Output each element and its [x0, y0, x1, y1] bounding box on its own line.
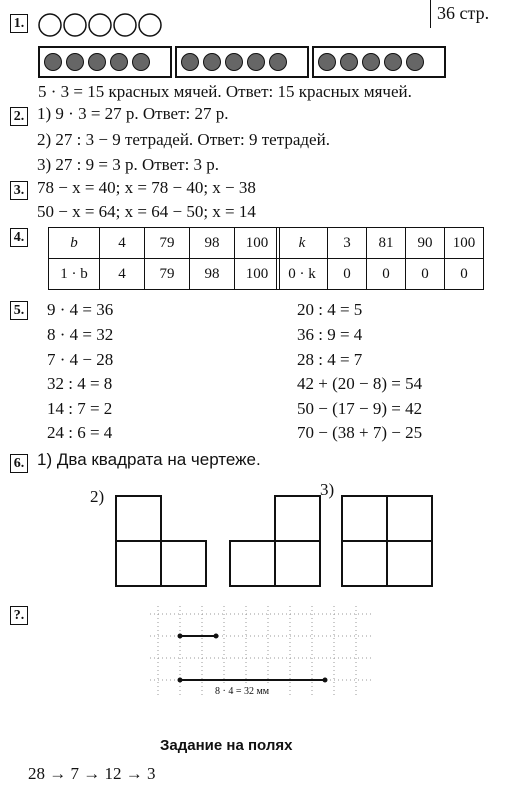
red-ball-icon	[88, 53, 106, 71]
segment-label: 8 · 4 = 32 мм	[215, 686, 270, 697]
red-ball-icon	[110, 53, 128, 71]
table-cell: 98	[190, 228, 235, 259]
empty-balls	[37, 12, 167, 43]
red-ball-group-1	[38, 46, 172, 78]
table-cell: 0	[406, 259, 445, 290]
task-5-right-2: 36 : 9 = 4	[297, 325, 363, 344]
task-5-right-1: 20 : 4 = 5	[297, 300, 363, 319]
table-cell: 81	[367, 228, 406, 259]
task-1-number: 1.	[10, 14, 28, 33]
task-5-left-5: 14 : 7 = 2	[47, 399, 113, 418]
table-row	[277, 228, 484, 259]
table-cell: 100	[235, 228, 280, 259]
task-3-number: 3.	[10, 181, 28, 200]
table-cell: b	[49, 228, 100, 259]
table-cell: 98	[190, 259, 235, 290]
red-ball-icon	[247, 53, 265, 71]
red-ball-group-3	[312, 46, 446, 78]
task-5-left-1: 9 · 4 = 36	[47, 300, 114, 319]
task-5-right-3: 28 : 4 = 7	[297, 350, 363, 369]
task-3-line-1: 78 − x = 40; x = 78 − 40; x − 38	[37, 178, 256, 197]
task-5-left-6: 24 : 6 = 4	[47, 423, 113, 442]
task-6-number: 6.	[10, 454, 28, 473]
red-ball-icon	[66, 53, 84, 71]
table-cell: 0	[367, 259, 406, 290]
task-2-line-2: 2) 27 : 3 − 9 тетрадей. Ответ: 9 тетрадей.	[37, 130, 330, 149]
table-cell: 79	[145, 259, 190, 290]
red-ball-icon	[362, 53, 380, 71]
table-cell: 4	[100, 259, 145, 290]
table-cell: 100	[445, 228, 484, 259]
red-ball-icon	[406, 53, 424, 71]
page-number: 36 стр.	[430, 0, 516, 28]
task-2-line-1: 1) 9 · 3 = 27 р. Ответ: 27 р.	[37, 104, 229, 123]
table-cell: 0	[445, 259, 484, 290]
task-5-left-2: 8 · 4 = 32	[47, 325, 114, 344]
red-ball-icon	[340, 53, 358, 71]
table-cell: 0	[328, 259, 367, 290]
task-3-line-2: 50 − x = 64; x = 64 − 50; x = 14	[37, 202, 256, 221]
red-ball-icon	[203, 53, 221, 71]
empty-balls-icon	[37, 12, 167, 38]
table-cell: 3	[328, 228, 367, 259]
red-ball-icon	[44, 53, 62, 71]
task-2-number: 2.	[10, 107, 28, 126]
table-row	[277, 259, 484, 290]
margin-task-chain: 28 → 7 → 12 → 3	[28, 764, 156, 783]
task-5-right-5: 50 − (17 − 9) = 42	[297, 399, 423, 418]
task-6-line: 1) Два квадрата на чертеже.	[37, 450, 261, 469]
task-5-left-4: 32 : 4 = 8	[47, 374, 113, 393]
task-5-right-6: 70 − (38 + 7) − 25	[297, 423, 423, 442]
task-6-label-2: 2)	[90, 487, 105, 506]
table-cell: 0 · k	[277, 259, 328, 290]
margin-task-title: Задание на полях	[160, 737, 293, 754]
red-ball-group-2	[175, 46, 309, 78]
red-ball-icon	[181, 53, 199, 71]
red-ball-icon	[318, 53, 336, 71]
table-row	[49, 228, 280, 259]
table-cell: 100	[235, 259, 280, 290]
task-7-number: ?.	[10, 606, 28, 625]
table-cell: 79	[145, 228, 190, 259]
task-6-label-3: 3)	[320, 480, 335, 499]
table-row	[49, 259, 280, 290]
table-cell: 1 · b	[49, 259, 100, 290]
table-cell: 4	[100, 228, 145, 259]
task-1-answer: 5 · 3 = 15 красных мячей. Ответ: 15 красных мячей.	[38, 82, 412, 101]
task-5-right-4: 42 + (20 − 8) = 54	[297, 374, 423, 393]
task-5-number: 5.	[10, 301, 28, 320]
red-ball-icon	[225, 53, 243, 71]
task-5-left-3: 7 · 4 − 28	[47, 350, 114, 369]
task-2-line-3: 3) 27 : 9 = 3 р. Ответ: 3 р.	[37, 155, 220, 174]
table-cell: k	[277, 228, 328, 259]
red-ball-icon	[384, 53, 402, 71]
table-cell: 90	[406, 228, 445, 259]
squares-drawing	[0, 480, 516, 595]
red-ball-icon	[269, 53, 287, 71]
task-4-number: 4.	[10, 228, 28, 247]
table-b	[48, 227, 280, 290]
red-ball-icon	[132, 53, 150, 71]
table-k	[276, 227, 484, 290]
